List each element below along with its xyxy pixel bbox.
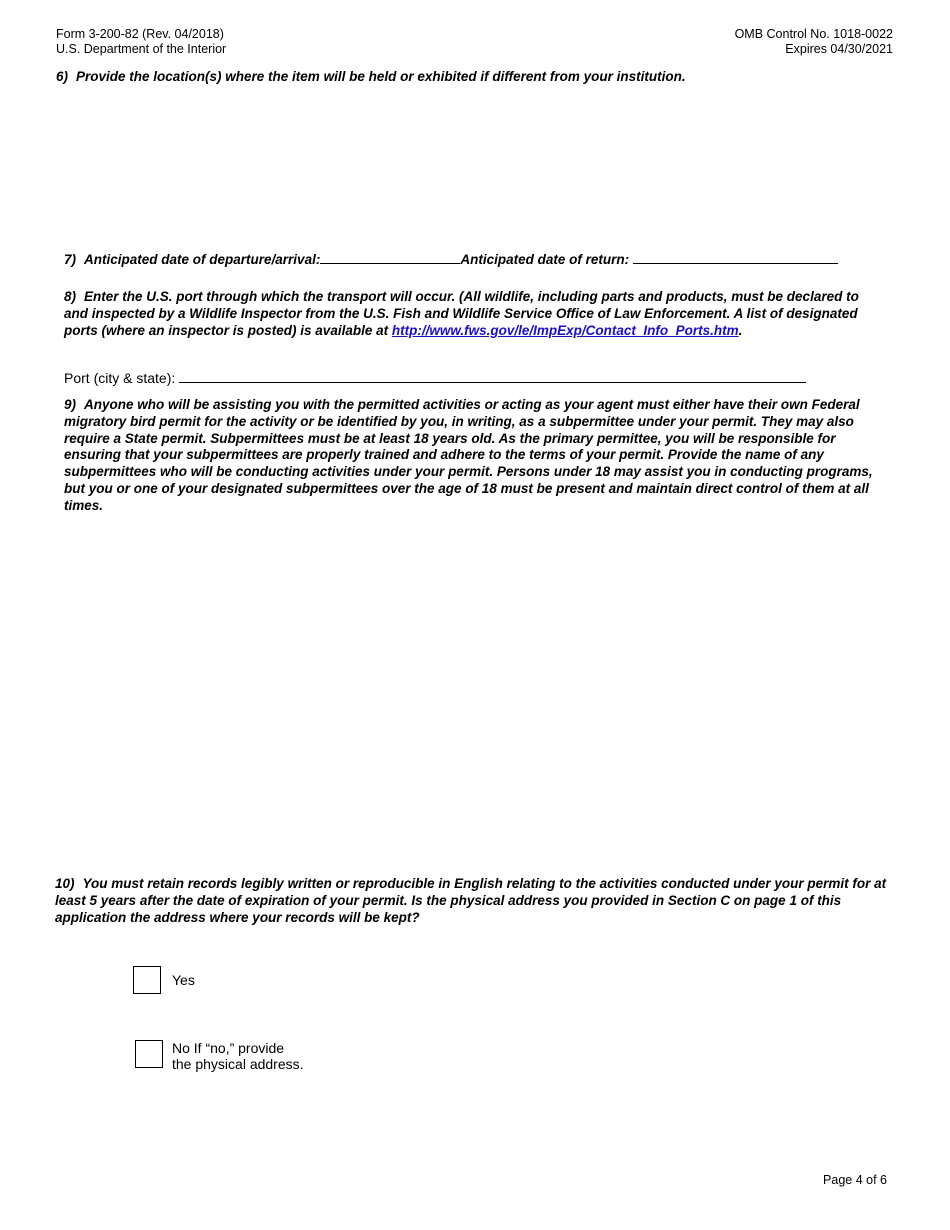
omb-control-number: OMB Control No. 1018-0022 xyxy=(734,27,893,41)
departure-date-label: Anticipated date of departure/arrival: xyxy=(84,252,321,267)
no-label-line-1: No If “no,” provide xyxy=(172,1040,285,1056)
form-number: Form 3-200-82 (Rev. 04/2018) xyxy=(56,27,224,41)
yes-checkbox[interactable] xyxy=(133,966,161,994)
question-9 xyxy=(64,397,876,515)
question-7 xyxy=(64,249,894,269)
question-9-text: Anyone who will be assisting you with the permitted activities or acting as your agent must either have their own Federal migratory bird permit for the activity or be identified by you, in writing, as a subpermittee under your permit. They may also require a State permit. Subpermittees must be at least 18 years old. As the primary permittee, you will be responsible for ensuring that your subpermittees are properly trained and adhere to the terms of your permit. Provide the name of any subpermittees who will be conducting activities under your permit. Persons under 18 may assist you in conducting programs, but you or one of your designated subpermittees over the age of 18 must be present and maintain direct control of them at all times. xyxy=(64,397,873,513)
question-7-number: 7) xyxy=(64,252,77,267)
form-header-left xyxy=(56,27,226,57)
question-9-number: 9) xyxy=(64,397,77,412)
return-date-label: Anticipated date of return: xyxy=(460,252,630,267)
page-number: Page 4 of 6 xyxy=(823,1173,887,1187)
question-6 xyxy=(56,69,896,86)
question-8-number: 8) xyxy=(64,289,77,304)
question-6-text: Provide the location(s) where the item will be held or exhibited if different from your institution. xyxy=(76,69,686,84)
question-8-text: Enter the U.S. port through which the transport will occur. (All wildlife, including parts and products, must be declared to and inspected by a Wildlife Inspector from the U.S. Fish and Wildlife Service Office of Law Enforcement. A list of designated ports (where an inspector is posted) is available at xyxy=(64,289,859,338)
expiration-date: Expires 04/30/2021 xyxy=(785,42,893,56)
no-checkbox[interactable] xyxy=(135,1040,163,1068)
port-label: Port (city & state): xyxy=(64,370,176,386)
question-10 xyxy=(55,876,897,926)
no-label-line-2: the physical address. xyxy=(172,1056,304,1072)
port-field-row xyxy=(64,368,806,386)
department-name: U.S. Department of the Interior xyxy=(56,42,227,56)
question-8 xyxy=(64,289,886,339)
departure-date-field[interactable] xyxy=(320,249,460,264)
question-10-text: You must retain records legibly written or reproducible in English relating to the activities conducted under your permit for at least 5 years after the date of expiration of your permit. Is the physical address you provided in Section C on page 1 of this application the address where your records will be kept? xyxy=(55,876,887,925)
designated-ports-link[interactable]: http://www.fws.gov/le/ImpExp/Contact_Info_Ports.htm xyxy=(391,322,739,338)
subpermittees-answer-area[interactable] xyxy=(64,525,884,855)
no-label xyxy=(172,1040,304,1072)
form-header-right xyxy=(735,27,893,57)
return-date-field[interactable] xyxy=(633,249,838,264)
port-input[interactable] xyxy=(179,368,806,383)
question-10-number: 10) xyxy=(55,876,75,891)
yes-label: Yes xyxy=(172,972,195,988)
question-8-period: . xyxy=(738,322,743,338)
question-6-answer-area[interactable] xyxy=(56,92,896,232)
question-6-number: 6) xyxy=(56,69,69,84)
